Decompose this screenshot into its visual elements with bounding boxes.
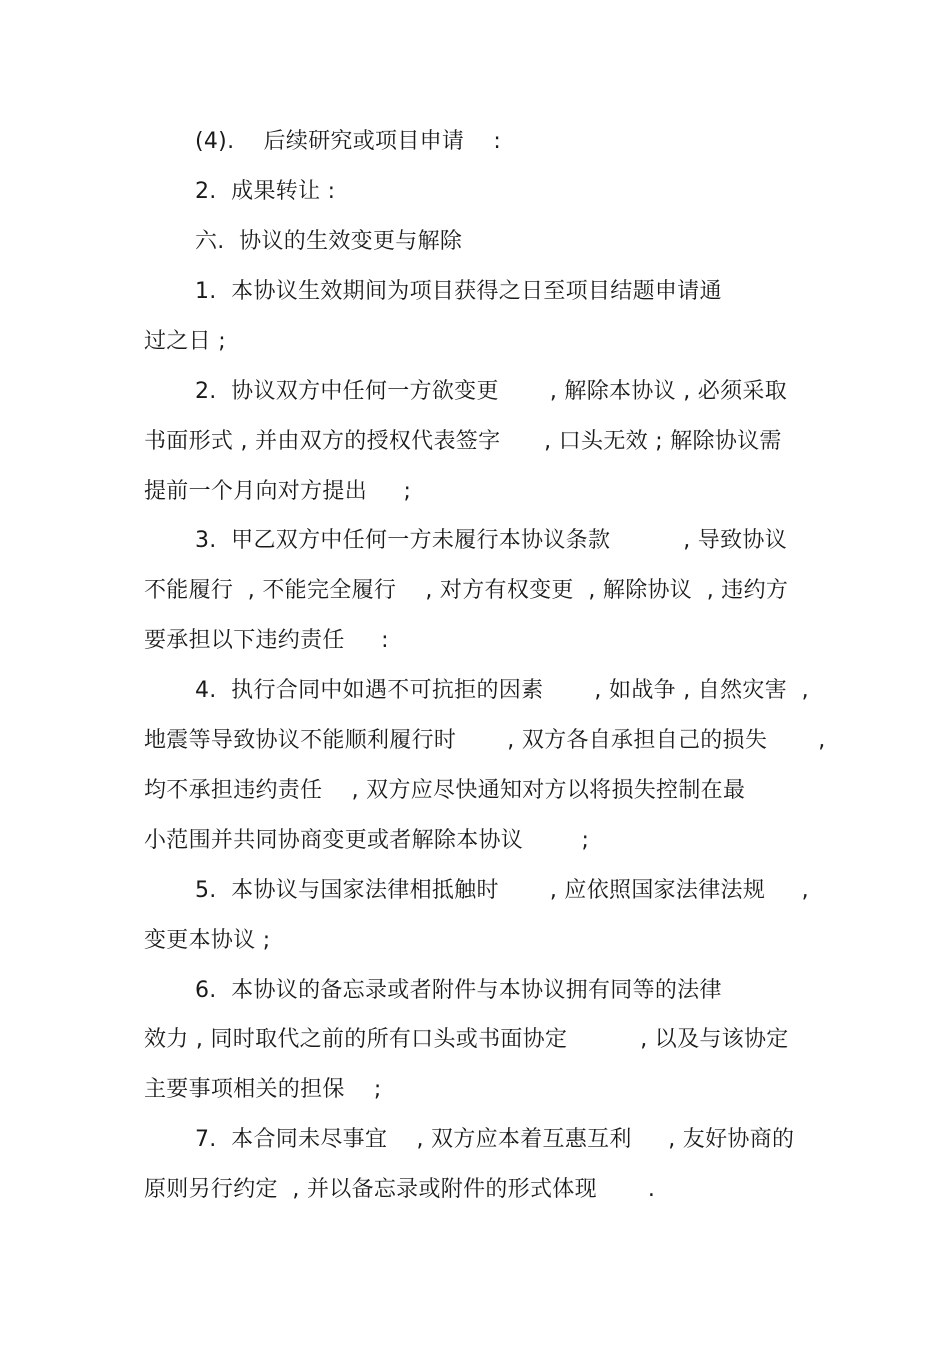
- paragraph-line: 均不承担违约责任 , 双方应尽快通知对方以将损失控制在最: [144, 778, 746, 803]
- section-heading: 六. 协议的生效变更与解除: [195, 229, 463, 254]
- paragraph-line: 书面形式 , 并由双方的授权代表签字 , 口头无效 ; 解除协议需: [144, 429, 782, 454]
- paragraph-line: 1. 本协议生效期间为项目获得之日至项目结题申请通: [195, 279, 722, 304]
- paragraph-line: 原则另行约定 , 并以备忘录或附件的形式体现 .: [144, 1177, 656, 1202]
- paragraph-line: 提前一个月向对方提出 ;: [144, 479, 412, 504]
- paragraph-line: 效力 , 同时取代之前的所有口头或书面协定 , 以及与该协定: [144, 1027, 789, 1052]
- paragraph-line: 6. 本协议的备忘录或者附件与本协议拥有同等的法律: [195, 978, 722, 1003]
- paragraph-line: 2. 协议双方中任何一方欲变更 , 解除本协议 , 必须采取: [195, 379, 787, 404]
- paragraph-line: 7. 本合同未尽事宜 , 双方应本着互惠互利 , 友好协商的: [195, 1127, 795, 1152]
- paragraph-line: 地震等导致协议不能顺利履行时 , 双方各自承担自己的损失 ,: [144, 728, 826, 753]
- paragraph-line: 3. 甲乙双方中任何一方未履行本协议条款 , 导致协议: [195, 528, 787, 553]
- paragraph-line: 不能履行 , 不能完全履行 , 对方有权变更 , 解除协议 , 违约方: [144, 578, 789, 603]
- paragraph-line: 变更本协议 ;: [144, 928, 271, 953]
- paragraph-line: 要承担以下违约责任 :: [144, 628, 389, 653]
- paragraph-line: 过之日 ;: [144, 329, 226, 354]
- paragraph-line: 2. 成果转让 :: [195, 179, 336, 204]
- paragraph-line: (4). 后续研究或项目申请 :: [195, 129, 502, 154]
- paragraph-line: 5. 本协议与国家法律相抵触时 , 应依照国家法律法规 ,: [195, 878, 809, 903]
- paragraph-line: 主要事项相关的担保 ;: [144, 1077, 382, 1102]
- paragraph-line: 小范围并共同协商变更或者解除本协议 ;: [144, 828, 590, 853]
- paragraph-line: 4. 执行合同中如遇不可抗拒的因素 , 如战争 , 自然灾害 ,: [195, 678, 809, 703]
